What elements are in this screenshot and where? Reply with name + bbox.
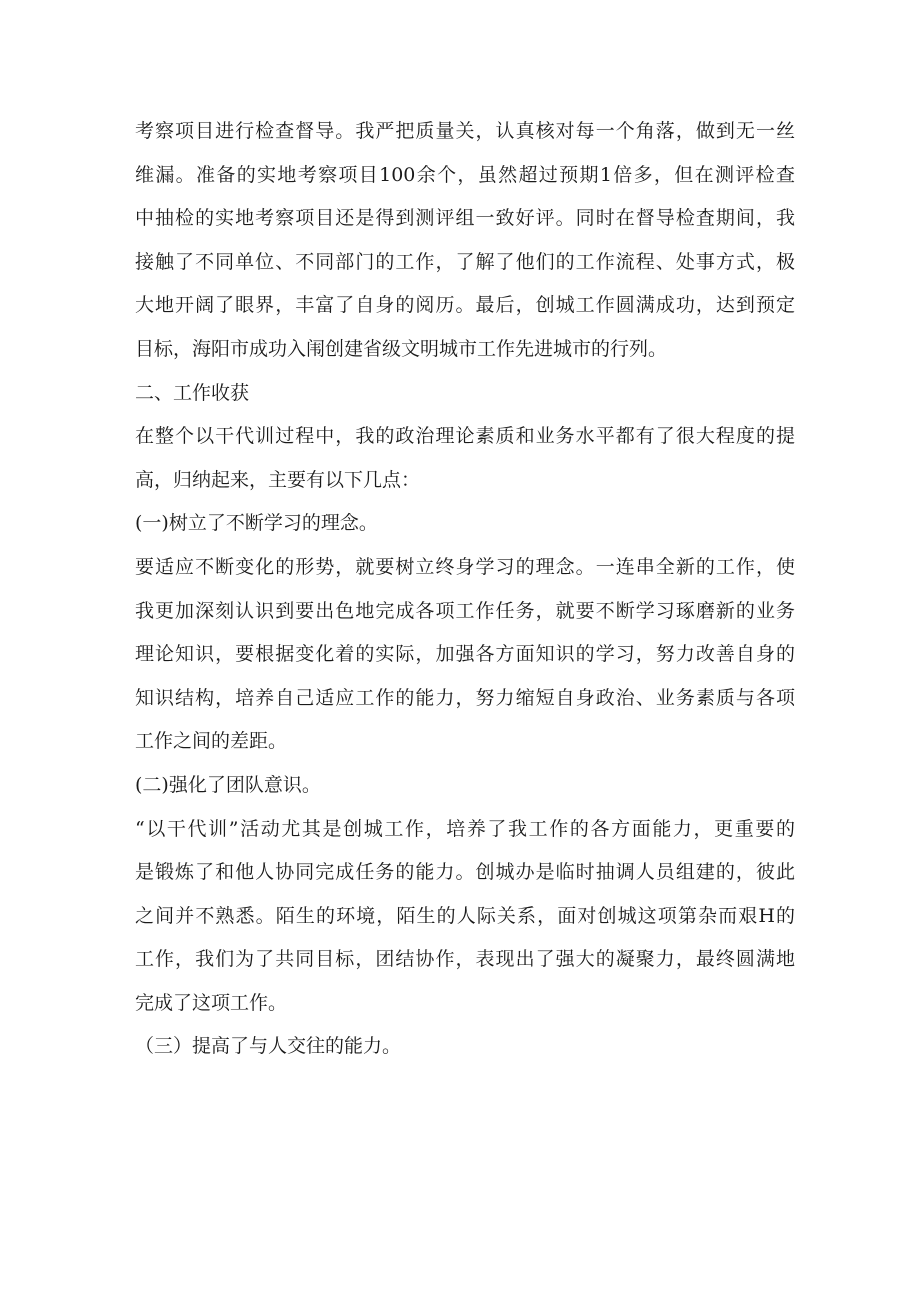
text-line: 考察项目进行检查督导。我严把质量关，认真核对每一个角落，做到无一丝: [135, 120, 795, 142]
text-line: 理论知识，要根据变化着的实际，加强各方面知识的学习，努力改善自身的: [135, 643, 795, 666]
text-line: “以干代训”活动尤其是创城工作，培养了我工作的各方面能力，更重要的: [135, 817, 795, 840]
text-line: 大地开阔了眼界，丰富了自身的阅历。最后，创城工作圆满成功，达到预定: [135, 294, 795, 317]
text-line: 目标，海阳市成功入闱创建省级文明城市工作先进城市的行列。: [135, 337, 668, 360]
text-line: 工作之间的差距。: [135, 730, 288, 753]
text-line: 中抽检的实地考察项目还是得到测评组一致好评。同时在督导检査期间，我: [135, 207, 795, 230]
document-body: [135, 110, 795, 1069]
text-line: 维漏。准备的实地考察项目100余个，虽然超过预期1倍多，但在测评检查: [135, 163, 795, 186]
subsection-heading: （三）提高了与人交往的能力。: [135, 1035, 402, 1058]
text-line: 是锻炼了和他人协同完成任务的能力。创城办是临时抽调人员组建的，彼此: [135, 861, 795, 884]
text-line: 高，归纳起来，主要有以下几点：: [135, 468, 421, 491]
text-line: 要适应不断变化的形势，就要树立终身学习的理念。一连串全新的工作，使: [135, 555, 795, 578]
text-line: 完成了这项工作。: [135, 991, 288, 1014]
text-line: 在整个以干代训过程中，我的政治理论素质和业务水平都有了很大程度的提: [135, 425, 795, 448]
text-line: 我更加深刻认识到要出色地完成各项工作任务，就要不断学习琢磨新的业务: [135, 599, 795, 622]
text-line: 知识结构，培养自己适应工作的能力，努力缩短自身政治、业务素质与各项: [135, 686, 795, 709]
subsection-heading: (一)树立了不断学习的理念。: [135, 512, 378, 535]
subsection-heading: (二)强化了团队意识。: [135, 773, 321, 796]
text-line: 接触了不同单位、不同部门的工作，了解了他们的工作流程、处事方式，极: [135, 250, 795, 273]
section-heading: 二、工作收获: [135, 381, 250, 404]
text-line: 之间并不熟悉。陌生的环境，陌生的人际关系，面对创城这项第杂而艰H的: [135, 904, 795, 927]
text-line: 工作，我们为了共同目标，团结协作，表现出了强大的凝聚力，最终圆满地: [135, 948, 795, 971]
